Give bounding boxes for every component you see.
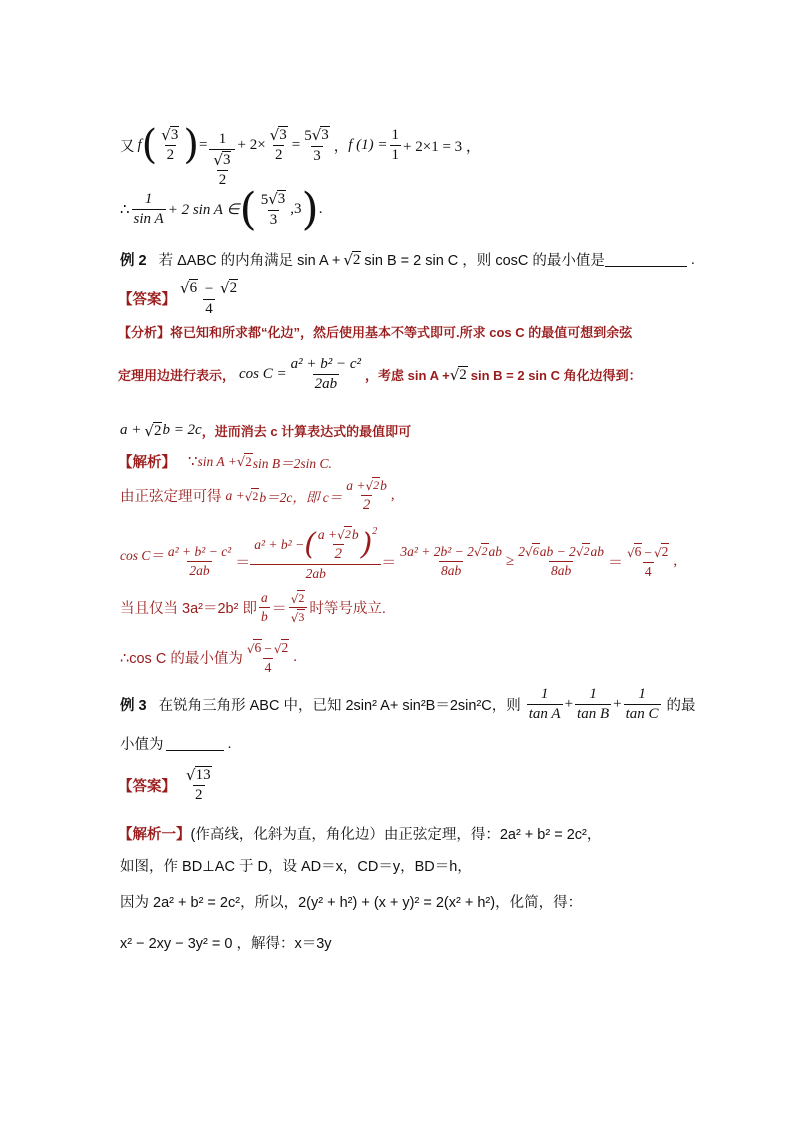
fraction-1-over-sinA: $\frac{1}{\text{sin A}}$ xyxy=(133,191,164,227)
example-2-label: 例 2 xyxy=(120,253,147,269)
equals-1: ＝ xyxy=(235,554,251,571)
fraction-1-over-tanB: $\frac{1}{\text{tan B}}$ xyxy=(577,686,610,722)
solution-label: 【解析】 xyxy=(118,455,176,471)
example-3-period: . xyxy=(227,735,232,752)
equals-b: = xyxy=(291,136,301,153)
answer-3-value: √ 13 2 xyxy=(186,766,211,803)
solution-3-text-1: (作高线，化斜为直，角化边）由正弦定理，得：2a² + b² = 2c²， xyxy=(190,827,602,843)
chain-fraction-3: 3a² + 2b² − 2 √ 2 ab 8ab xyxy=(400,544,503,578)
b-eq-2c: b = 2c xyxy=(162,422,202,438)
period-sol: . xyxy=(293,649,298,665)
equality-text: 当且仅当 3a²＝2b² 即 xyxy=(120,601,257,617)
plus-2-times: + 2× xyxy=(237,136,266,153)
a-plus: a + xyxy=(120,422,142,438)
sine-law-text: 由正弦定理可得 xyxy=(120,489,222,505)
example-3-statement xyxy=(120,686,696,723)
fraction-1-over-tanA: $\frac{1}{\text{tan A}}$ xyxy=(528,686,561,722)
eq-line-range xyxy=(120,184,322,235)
solution-2-cos-chain xyxy=(120,526,677,582)
equals: = xyxy=(198,136,208,153)
period: . xyxy=(318,201,323,217)
solution-2-line-1 xyxy=(118,451,332,472)
comma-3: ,3 xyxy=(290,201,302,217)
analysis-text-2c: sin B = 2 sin C 角化边得到： xyxy=(470,368,642,383)
analysis-text-1: 将已知和所求都“化边”，然后使用基本不等式即可.所求 cos C 的最值可想到余弦 xyxy=(170,325,633,340)
sol-expr-1: sin A + xyxy=(197,453,237,469)
tail-expression: + 2×1 = 3 ， xyxy=(403,138,481,155)
text-you: 又 xyxy=(120,138,135,155)
solution-3-text-2: 如图，作 BD⊥AC 于 D，设 AD＝x，CD＝y，BD＝h， xyxy=(120,859,472,875)
c-fraction: a + √ 2 b 2 xyxy=(346,478,387,513)
answer-label-3: 【答案】 xyxy=(118,778,176,795)
sqrt-2-line3: √ 2 xyxy=(144,421,162,440)
left-paren-interval: ( xyxy=(239,184,257,235)
example-2-text: 若 ΔABC 的内角满足 sin A + xyxy=(158,253,341,269)
sol-expr-2: sin B＝2sin C. xyxy=(252,455,332,471)
comma-end: , xyxy=(673,552,678,569)
min-value-prompt: 小值为 xyxy=(120,737,164,753)
solution-3-line-1 xyxy=(118,823,601,844)
sqrt-2-sol: √ 2 xyxy=(236,454,252,470)
answer-2-value: √ 6 − √ 2 4 xyxy=(180,279,238,317)
example-3-end: 的最 xyxy=(666,698,696,714)
chain-fraction-2: a² + b² − ( a + √ 2 b 2 ) 2 2ab xyxy=(252,526,379,582)
example-3-text: 在锐角三角形 ABC 中，已知 2sin² A+ sin²B＝2sin²C，则 xyxy=(158,698,521,714)
plus-1: + xyxy=(564,696,574,712)
chain-fraction-5: √ 6 − √ 2 4 xyxy=(626,543,669,579)
analysis-label: 【分析】 xyxy=(118,325,171,340)
solution-3-line-3 xyxy=(120,891,582,912)
left-paren: ( xyxy=(141,122,158,168)
fraction-1-over-tanC: $\frac{1}{\text{tan C}}$ xyxy=(625,686,659,722)
example-3-line-2 xyxy=(120,733,232,754)
min-value-text: ∴cos C 的最小值为 xyxy=(120,651,243,667)
comma-sol: , xyxy=(390,487,395,503)
solution-3-text-3: 因为 2a² + b² = 2c²，所以，2(y² + h²) + (x + y)² = 2(x² + h²)，化简，得： xyxy=(120,895,583,911)
answer-blank xyxy=(605,252,687,267)
plus-2: + xyxy=(613,696,622,712)
solution-3-text-4: x² − 2xy − 3y² = 0 ，解得：x＝3y xyxy=(120,936,332,952)
eq-line-f-sqrt3 xyxy=(120,101,481,189)
sqrt-2-analysis: √ 2 xyxy=(449,365,467,384)
cosC-equals-sol: cos C＝ xyxy=(120,548,164,563)
a-over-b: $\frac{a}{b}$ xyxy=(260,590,268,624)
right-paren-interval: ) xyxy=(301,184,319,235)
analysis-line-1 xyxy=(118,322,632,341)
analysis-line-2 xyxy=(118,356,642,393)
equality-holds-text: 时等号成立. xyxy=(309,601,386,617)
b-eq-2c-sol: b＝2c，即 c＝ xyxy=(259,489,343,505)
answer-3 xyxy=(118,766,216,804)
equals-3: ＝ xyxy=(607,554,623,571)
f-of-1: f (1) = xyxy=(348,136,388,153)
sqrt2-over-sqrt3: √ 2 √ 3 xyxy=(289,590,308,625)
solution-3-line-2 xyxy=(120,855,472,876)
answer-blank-3 xyxy=(166,736,224,751)
fraction-5sqrt3-over-3: 5 √ 3 3 xyxy=(304,125,329,164)
therefore-symbol: ∴ xyxy=(120,202,130,218)
geq-symbol: ≥ xyxy=(506,552,515,569)
comma: ， xyxy=(333,138,349,155)
sqrt-2-sol-2: √ 2 xyxy=(244,488,259,504)
chain-fraction-1: $\frac{\text{a² + b² − c²}}{2ab}$ xyxy=(167,543,232,578)
solution-2-min-value xyxy=(120,639,297,676)
fraction-5sqrt3-over-3-b: 5 √ 3 3 xyxy=(260,190,286,228)
sqrt-2: √ 2 xyxy=(343,250,361,269)
fraction-1-over-1: $\frac{1}{1}$ xyxy=(391,126,400,163)
a-plus-sol: a + xyxy=(225,487,245,503)
analysis-text-2a: 定理用边进行表示， xyxy=(118,368,236,383)
cosine-law-fraction: $\frac{\text{a² + b² − c²}}{2ab}$ xyxy=(290,356,362,392)
because-symbol: ∵ xyxy=(188,454,198,470)
example-2-statement xyxy=(120,249,695,270)
solution-3-label: 【解析一】 xyxy=(118,827,191,843)
example-2-text-2: sin B = 2 sin C ，则 cosC 的最小值是 xyxy=(364,253,605,269)
solution-2-equality-condition: 当且仅当 3a²＝2b² 即 $\frac{a}{b}$ ＝ √ 2 √ 3 时等号成立. xyxy=(120,590,386,625)
example-3-label: 例 3 xyxy=(120,698,147,714)
solution-2-line-2 xyxy=(120,477,395,514)
fraction-sqrt3-over-2: √ 3 2 xyxy=(161,126,179,163)
right-paren: ) xyxy=(183,122,199,168)
plus-2sinA-in: + 2 sin A ∈ xyxy=(167,202,240,218)
chain-fraction-4: 2 √ 6 ab − 2 √ 2 ab 8ab xyxy=(518,544,604,578)
f-symbol: f xyxy=(137,136,142,153)
fraction-sqrt3-over-2-b: √ 3 2 xyxy=(269,126,287,163)
analysis-text-3: ，进而消去 c 计算表达式的最值即可 xyxy=(201,424,412,439)
answer-2 xyxy=(118,279,242,318)
analysis-text-2b: ，考虑 sin A + xyxy=(365,368,450,383)
answer-label: 【答案】 xyxy=(118,292,176,308)
solution-3-line-4 xyxy=(120,932,332,953)
example-2-end: . xyxy=(690,251,695,268)
analysis-line-3 xyxy=(120,421,411,440)
equals-2: ＝ xyxy=(381,554,397,571)
cosC-equals: cos C = xyxy=(239,366,287,382)
min-value-fraction: √ 6 − √ 2 4 xyxy=(246,640,289,675)
fraction-1-over-sqrt3-2: 1 √ 3 2 xyxy=(209,131,235,189)
